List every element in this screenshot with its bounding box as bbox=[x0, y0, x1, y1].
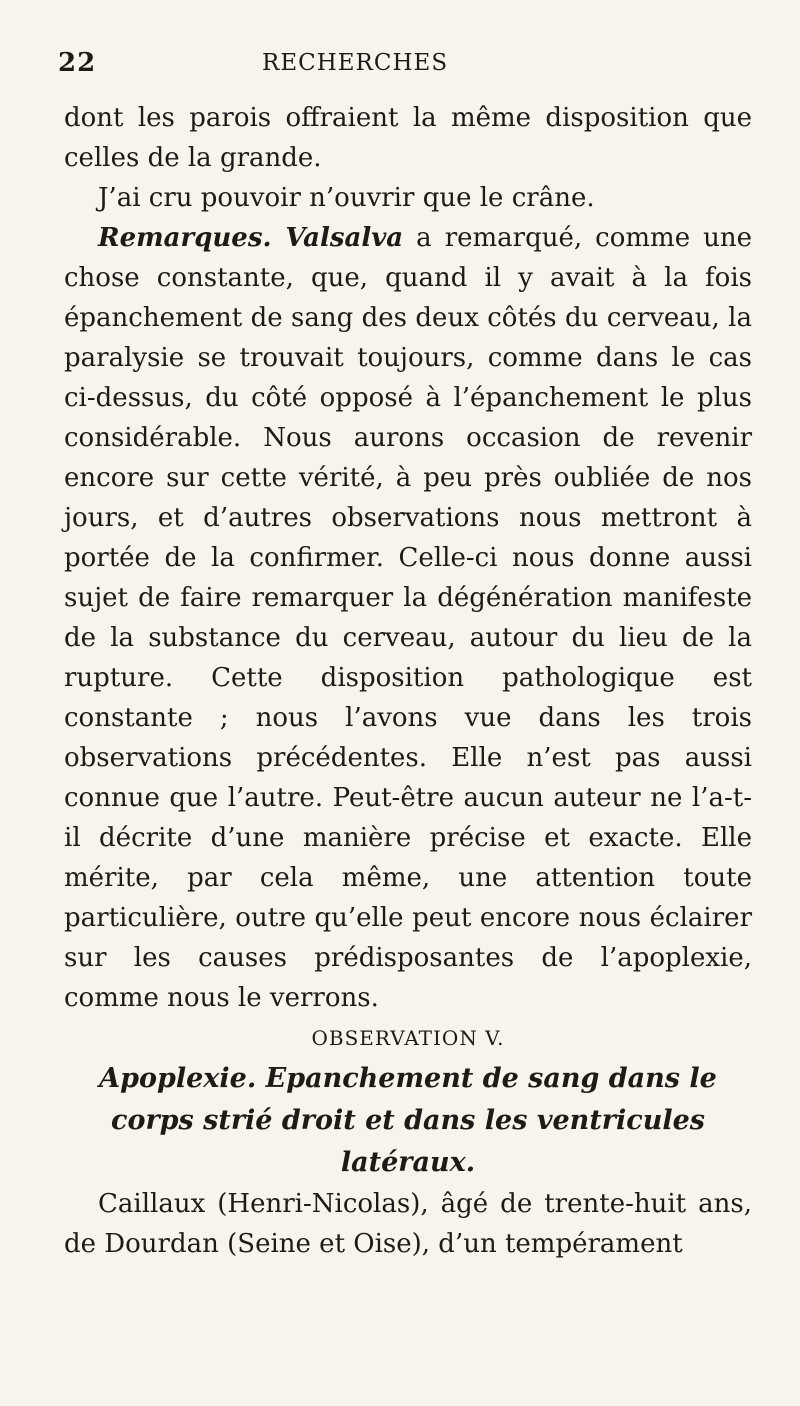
page-header bbox=[58, 48, 748, 88]
paragraph-skull: J’ai cru pouvoir n’ouvrir que le crâne. bbox=[98, 183, 595, 213]
remarks-label: Remarques. Valsalva bbox=[98, 223, 404, 253]
observation-title: Apoplexie. Epanchement de sang dans le corps strié droit et dans les ventricules latéraux. bbox=[99, 1063, 717, 1178]
observation-heading: OBSERVATION V. bbox=[311, 1026, 505, 1050]
body-text bbox=[64, 98, 752, 1264]
paragraph-continuation: dont les parois offraient la même disposition que celles de la grande. bbox=[64, 103, 752, 173]
paragraph-case: Caillaux (Henri-Nicolas), âgé de trente-huit ans, de Dourdan (Seine et Oise), d’un tempérament bbox=[64, 1189, 752, 1259]
page-number: 22 bbox=[58, 48, 97, 78]
paragraph-remarks bbox=[64, 218, 752, 1018]
running-head: RECHERCHES bbox=[262, 50, 449, 76]
remarks-text: a remarqué, comme une chose constante, que, quand il y avait à la fois épanchement de sang des deux côtés du cerveau, la paralysie se trouvait toujours, comme dans le cas ci-dessus, du côté opposé à l’épanchement le plus considérable. Nous aurons occasion de revenir encore sur cette vérité, à peu près oubliée de nos jours, et d’autres observations nous mettront à portée de la confirmer. Celle-ci nous donne aussi sujet de faire remarquer la dégénération manifeste de la substance du cerveau, autour du lieu de la rupture. Cette disposition pathologique est constante ; nous l’avons vue dans les trois observations précédentes. Elle n’est pas aussi connue que l’autre. Peut-être aucun auteur ne l’a-t-il décrite d’une manière précise et exacte. Elle mérite, par cela même, une attention toute particulière, outre qu’elle peut encore nous éclairer sur les causes prédisposantes de l’apoplexie, comme nous le verrons. bbox=[64, 223, 752, 1013]
